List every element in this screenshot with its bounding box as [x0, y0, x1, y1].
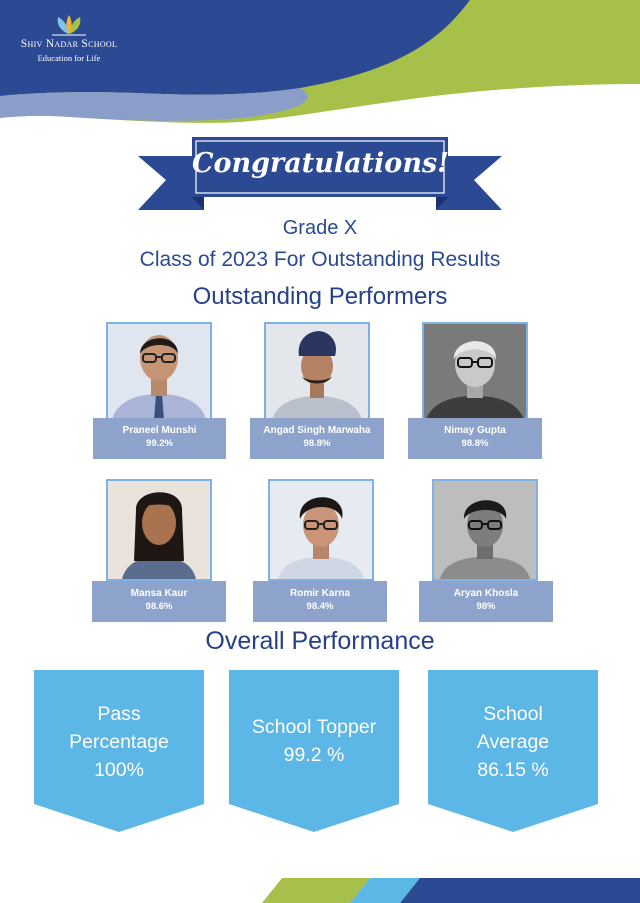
student-portrait-icon	[108, 481, 210, 579]
stat-line: School Topper	[251, 716, 377, 738]
student-portrait-icon	[434, 481, 536, 579]
performer-photo	[432, 479, 538, 581]
stat-value: 99.2 %	[283, 744, 345, 766]
student-portrait-icon	[266, 324, 368, 420]
performer-name: Aryan Khosla	[453, 588, 519, 599]
school-average-text	[428, 700, 598, 784]
performer-name: Romir Karna	[289, 588, 350, 599]
school-logo	[14, 14, 124, 63]
pass-percentage-text	[34, 700, 204, 784]
stat-value: 86.15 %	[477, 759, 549, 781]
leaf-logo-icon	[46, 14, 92, 36]
performer-name: Praneel Munshi	[122, 425, 197, 436]
performer-score: 98.4%	[306, 601, 334, 612]
performer-name: Mansa Kaur	[130, 588, 188, 599]
school-name: Shiv Nadar School	[20, 38, 118, 50]
student-portrait-icon	[108, 324, 210, 420]
school-topper-text	[229, 713, 399, 769]
footer-stripes	[0, 878, 640, 903]
congratulations-text: Congratulations!	[192, 148, 450, 179]
performer-photo	[264, 322, 370, 422]
performer-plate	[408, 418, 542, 459]
overall-performance-heading: Overall Performance	[205, 627, 435, 655]
stat-value: 100%	[94, 759, 144, 781]
stat-line: Average	[476, 731, 550, 753]
performer-plate	[92, 581, 226, 622]
class-title: Class of 2023 For Outstanding Results	[139, 248, 501, 271]
performer-photo	[106, 479, 212, 581]
school-tagline: Education for Life	[37, 53, 101, 63]
performer-plate	[250, 418, 384, 459]
stat-line: School	[483, 703, 543, 725]
performer-score: 98.8%	[461, 438, 489, 449]
performer-plate	[93, 418, 226, 459]
performer-name: Angad Singh Marwaha	[263, 425, 371, 436]
student-portrait-icon	[424, 324, 526, 420]
performer-score: 99.2%	[146, 438, 173, 449]
stat-line: Pass	[97, 703, 141, 725]
performer-score: 98.6%	[145, 601, 173, 612]
performer-photo	[268, 479, 374, 581]
stat-line: Percentage	[69, 731, 169, 753]
performer-name: Nimay Gupta	[444, 425, 506, 436]
performer-plate	[419, 581, 553, 622]
performers-heading: Outstanding Performers	[192, 283, 448, 310]
performer-plate	[253, 581, 387, 622]
grade-title: Grade X	[282, 217, 358, 239]
performer-score: 98.8%	[303, 438, 331, 449]
performer-photo	[106, 322, 212, 422]
performer-photo	[422, 322, 528, 422]
performer-score: 98%	[476, 601, 496, 612]
student-portrait-icon	[270, 481, 372, 579]
